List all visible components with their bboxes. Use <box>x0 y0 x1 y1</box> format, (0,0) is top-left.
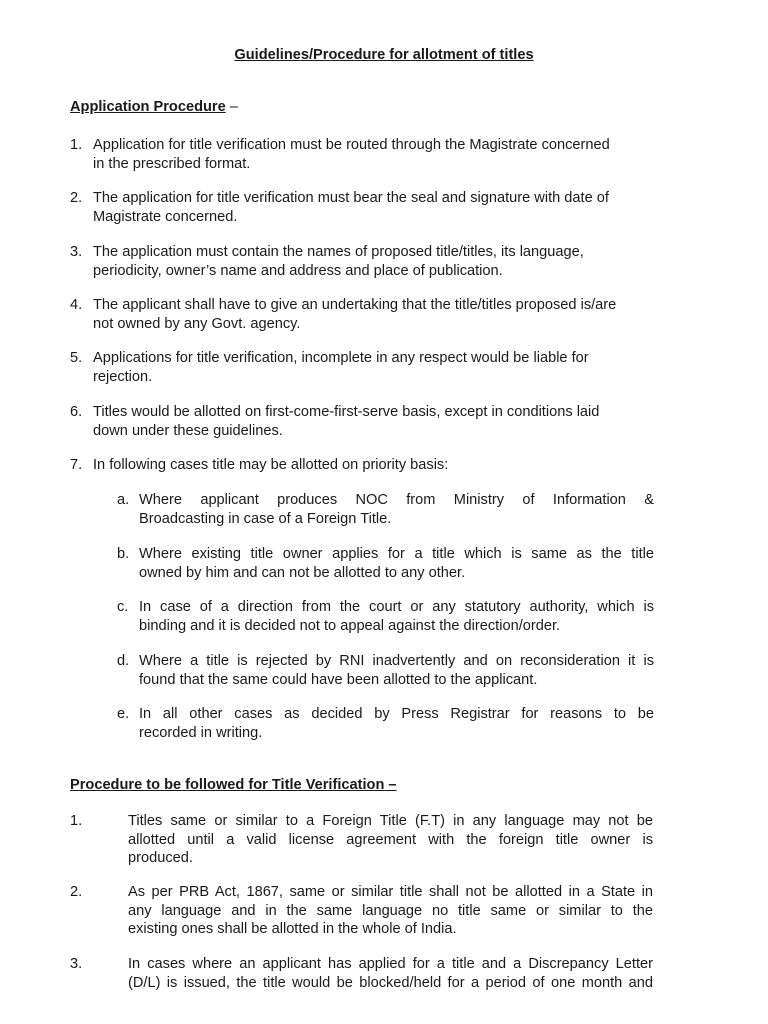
section-heading-dash: – <box>225 99 238 115</box>
section-heading-title-verification <box>70 776 397 795</box>
list-item-text <box>93 189 668 226</box>
text-line: The applicant shall have to give an undertaking that the title/titles proposed is/are <box>93 297 617 313</box>
text-line: Magistrate concerned. <box>93 208 238 225</box>
list-item-text <box>93 403 668 440</box>
text-line: not owned by any Govt. agency. <box>93 315 301 332</box>
sub-list-item-text <box>139 705 654 742</box>
text-line: Where a title is rejected by RNI inadvertently and on reconsideration it is <box>139 653 654 669</box>
sub-list-item-letter: e. <box>117 706 130 722</box>
text-line: produced. <box>128 850 193 866</box>
list-item-number: 5. <box>70 350 83 366</box>
list-item-number: 3. <box>70 244 83 260</box>
list-item-text <box>93 243 668 280</box>
list-item-text <box>93 456 668 475</box>
list-item-text <box>93 136 668 173</box>
list-item-number: 6. <box>70 404 83 420</box>
list-item-text <box>128 812 653 868</box>
list-item-text <box>128 955 653 992</box>
sub-list-item-text <box>139 491 654 528</box>
text-line: As per PRB Act, 1867, same or similar title shall not be allotted in a State in <box>128 884 653 900</box>
text-line: The application must contain the names of proposed title/titles, its language, <box>93 244 584 260</box>
list-item-number: 3. <box>70 956 83 972</box>
document-title: Guidelines/Procedure for allotment of titles <box>234 47 534 63</box>
sub-list-item-letter: d. <box>117 653 130 669</box>
text-line: In all other cases as decided by Press Registrar for reasons to be <box>139 706 654 722</box>
text-line: owned by him and can not be allotted to any other. <box>139 564 466 581</box>
text-line: In following cases title may be allotted on priority basis: <box>93 457 449 473</box>
list-item-number: 1. <box>70 137 83 153</box>
list-item-text <box>93 349 668 386</box>
text-line: down under these guidelines. <box>93 422 283 439</box>
list-item-number: 4. <box>70 297 83 313</box>
sub-list-item-letter: c. <box>117 599 129 615</box>
list-item-text <box>93 296 668 333</box>
sub-list-item-text <box>139 598 654 635</box>
text-line: In cases where an applicant has applied for a title and a Discrepancy Letter <box>128 956 653 972</box>
text-line: Application for title verification must be routed through the Magistrate concerned <box>93 137 610 153</box>
sub-list-item-text <box>139 652 654 689</box>
text-line: Titles would be allotted on first-come-first-serve basis, except in conditions laid <box>93 404 600 420</box>
text-line: Applications for title verification, incomplete in any respect would be liable for <box>93 350 589 366</box>
list-item-text <box>128 883 653 939</box>
list-item-number: 1. <box>70 813 83 829</box>
text-line: Titles same or similar to a Foreign Title (F.T) in any language may not be <box>128 813 653 829</box>
section-heading-dash: – <box>384 777 397 793</box>
text-line: found that the same could have been allotted to the applicant. <box>139 671 538 688</box>
text-line: Where applicant produces NOC from Ministry of Information & <box>139 492 654 508</box>
text-line: existing ones shall be allotted in the whole of India. <box>128 921 457 937</box>
text-line: binding and it is decided not to appeal against the direction/order. <box>139 617 561 634</box>
text-line: (D/L) is issued, the title would be blocked/held for a period of one month and <box>128 974 653 991</box>
sub-list-item-text <box>139 545 654 582</box>
text-line: In case of a direction from the court or any statutory authority, which is <box>139 599 654 615</box>
text-line: rejection. <box>93 368 153 385</box>
text-line: periodicity, owner’s name and address and place of publication. <box>93 262 503 279</box>
list-item-number: 2. <box>70 190 83 206</box>
text-line: any language and in the same language no title same or similar to the <box>128 902 653 919</box>
section-heading-application-procedure <box>70 98 238 117</box>
sub-list-item-letter: a. <box>117 492 130 508</box>
text-line: in the prescribed format. <box>93 155 251 172</box>
text-line: allotted until a valid license agreement with the foreign title owner is <box>128 831 653 848</box>
list-item-number: 7. <box>70 457 83 473</box>
text-line: recorded in writing. <box>139 724 263 741</box>
section-heading-text: Procedure to be followed for Title Verification <box>70 777 385 793</box>
sub-list-item-letter: b. <box>117 546 130 562</box>
list-item-number: 2. <box>70 884 83 900</box>
text-line: Broadcasting in case of a Foreign Title. <box>139 510 392 527</box>
text-line: Where existing title owner applies for a title which is same as the title <box>139 546 654 562</box>
section-heading-text: Application Procedure <box>70 99 226 115</box>
text-line: The application for title verification must bear the seal and signature with date of <box>93 190 609 206</box>
